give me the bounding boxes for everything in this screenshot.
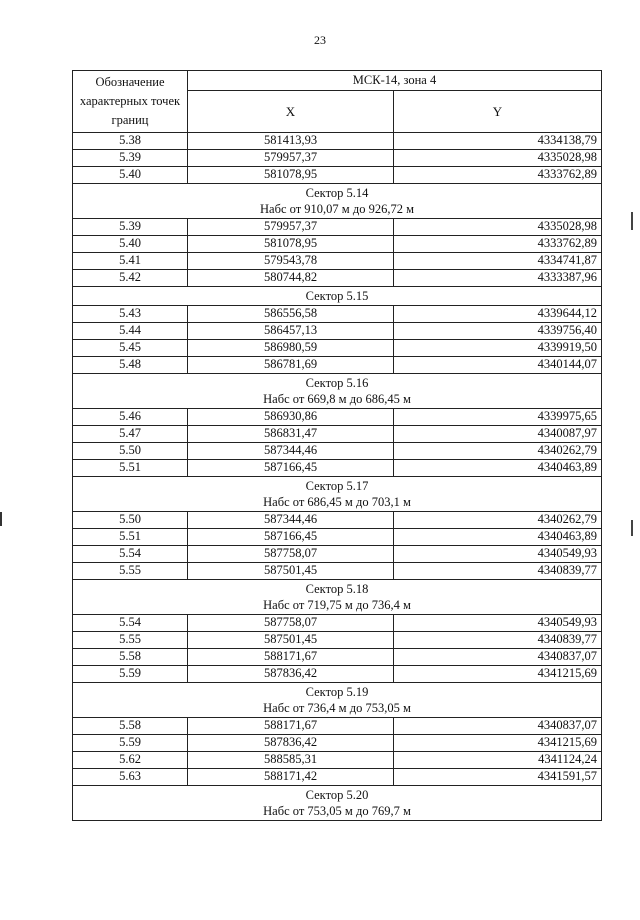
x-coordinate-cell: 587344,46 <box>188 443 394 460</box>
x-coordinate-cell: 587836,42 <box>188 735 394 752</box>
table-row <box>73 219 602 236</box>
sector-title: Сектор 5.14 <box>305 186 369 200</box>
y-coordinate-cell: 4340837,07 <box>394 649 602 666</box>
table-row <box>73 133 602 150</box>
point-id-cell: 5.39 <box>73 150 188 167</box>
point-id-cell: 5.40 <box>73 167 188 184</box>
sector-row <box>73 374 602 409</box>
point-id-cell: 5.51 <box>73 460 188 477</box>
sector-title: Сектор 5.19 <box>305 685 369 699</box>
y-coordinate-cell: 4340837,07 <box>394 718 602 735</box>
x-coordinate-cell: 588171,42 <box>188 769 394 786</box>
x-coordinate-cell: 587344,46 <box>188 512 394 529</box>
sector-cell <box>73 786 602 821</box>
scan-edge-mark <box>631 212 633 230</box>
sector-row <box>73 184 602 219</box>
sector-cell <box>73 683 602 718</box>
point-id-cell: 5.62 <box>73 752 188 769</box>
x-coordinate-cell: 586930,86 <box>188 409 394 426</box>
table-row <box>73 460 602 477</box>
x-coordinate-cell: 580744,82 <box>188 270 394 287</box>
scan-edge-mark <box>0 512 2 526</box>
x-coordinate-cell: 588171,67 <box>188 649 394 666</box>
y-coordinate-cell: 4340549,93 <box>394 615 602 632</box>
point-id-cell: 5.55 <box>73 563 188 580</box>
x-coordinate-cell: 588171,67 <box>188 718 394 735</box>
table-row <box>73 752 602 769</box>
sector-title: Сектор 5.18 <box>305 582 369 596</box>
sector-cell <box>73 580 602 615</box>
table-row <box>73 236 602 253</box>
sector-height-range: Набс от 753,05 м до 769,7 м <box>263 804 411 818</box>
table-row <box>73 443 602 460</box>
sector-height-range: Набс от 719,75 м до 736,4 м <box>263 598 411 612</box>
sector-title: Сектор 5.20 <box>305 788 369 802</box>
sector-title: Сектор 5.17 <box>305 479 369 493</box>
point-id-cell: 5.54 <box>73 546 188 563</box>
table-row <box>73 546 602 563</box>
y-coordinate-cell: 4340839,77 <box>394 563 602 580</box>
x-coordinate-cell: 579957,37 <box>188 150 394 167</box>
table-row <box>73 150 602 167</box>
table-row <box>73 323 602 340</box>
y-coordinate-cell: 4335028,98 <box>394 219 602 236</box>
x-coordinate-cell: 579543,78 <box>188 253 394 270</box>
x-coordinate-cell: 587501,45 <box>188 563 394 580</box>
table-row <box>73 718 602 735</box>
point-id-cell: 5.54 <box>73 615 188 632</box>
sector-cell <box>73 287 602 306</box>
sector-cell <box>73 184 602 219</box>
y-coordinate-cell: 4341124,24 <box>394 752 602 769</box>
y-coordinate-cell: 4339644,12 <box>394 306 602 323</box>
table-row <box>73 615 602 632</box>
y-coordinate-cell: 4340463,89 <box>394 460 602 477</box>
table-row <box>73 426 602 443</box>
x-coordinate-cell: 587166,45 <box>188 529 394 546</box>
y-coordinate-cell: 4333762,89 <box>394 167 602 184</box>
table-row <box>73 357 602 374</box>
sector-row <box>73 786 602 821</box>
y-coordinate-cell: 4339975,65 <box>394 409 602 426</box>
table-row <box>73 735 602 752</box>
point-id-cell: 5.51 <box>73 529 188 546</box>
sector-height-range: Набс от 686,45 м до 703,1 м <box>263 495 411 509</box>
point-id-cell: 5.55 <box>73 632 188 649</box>
x-coordinate-cell: 587758,07 <box>188 615 394 632</box>
point-id-cell: 5.39 <box>73 219 188 236</box>
y-coordinate-cell: 4340463,89 <box>394 529 602 546</box>
table-header <box>73 71 602 133</box>
x-column-header: X <box>188 91 394 133</box>
point-id-cell: 5.59 <box>73 735 188 752</box>
y-coordinate-cell: 4340549,93 <box>394 546 602 563</box>
sector-height-range: Набс от 736,4 м до 753,05 м <box>263 701 411 715</box>
y-coordinate-cell: 4341215,69 <box>394 735 602 752</box>
point-id-cell: 5.58 <box>73 718 188 735</box>
y-coordinate-cell: 4334741,87 <box>394 253 602 270</box>
scan-edge-mark <box>631 520 633 536</box>
x-coordinate-cell: 587758,07 <box>188 546 394 563</box>
x-coordinate-cell: 581078,95 <box>188 236 394 253</box>
point-id-cell: 5.46 <box>73 409 188 426</box>
table-body <box>73 133 602 821</box>
x-coordinate-cell: 586457,13 <box>188 323 394 340</box>
point-id-cell: 5.44 <box>73 323 188 340</box>
y-coordinate-cell: 4341215,69 <box>394 666 602 683</box>
y-coordinate-cell: 4333762,89 <box>394 236 602 253</box>
coordinate-system-header: МСК-14, зона 4 <box>188 71 602 91</box>
x-coordinate-cell: 581413,93 <box>188 133 394 150</box>
sector-height-range: Набс от 669,8 м до 686,45 м <box>263 392 411 406</box>
table-row <box>73 769 602 786</box>
point-id-cell: 5.45 <box>73 340 188 357</box>
table-row <box>73 512 602 529</box>
table-row <box>73 529 602 546</box>
sector-height-range: Набс от 910,07 м до 926,72 м <box>260 202 414 216</box>
point-id-cell: 5.59 <box>73 666 188 683</box>
point-id-cell: 5.42 <box>73 270 188 287</box>
x-coordinate-cell: 579957,37 <box>188 219 394 236</box>
x-coordinate-cell: 581078,95 <box>188 167 394 184</box>
point-id-cell: 5.43 <box>73 306 188 323</box>
point-id-cell: 5.50 <box>73 512 188 529</box>
sector-title: Сектор 5.16 <box>305 376 369 390</box>
table-row <box>73 270 602 287</box>
x-coordinate-cell: 586831,47 <box>188 426 394 443</box>
point-id-cell: 5.63 <box>73 769 188 786</box>
y-coordinate-cell: 4334138,79 <box>394 133 602 150</box>
table-row <box>73 632 602 649</box>
point-id-cell: 5.41 <box>73 253 188 270</box>
table-row <box>73 666 602 683</box>
x-coordinate-cell: 586556,58 <box>188 306 394 323</box>
table-row <box>73 253 602 270</box>
sector-title: Сектор 5.15 <box>305 289 369 303</box>
sector-row <box>73 477 602 512</box>
y-coordinate-cell: 4340839,77 <box>394 632 602 649</box>
table-row <box>73 563 602 580</box>
coordinates-table <box>72 70 602 821</box>
table-row <box>73 306 602 323</box>
x-coordinate-cell: 586781,69 <box>188 357 394 374</box>
table-row <box>73 649 602 666</box>
y-coordinate-cell: 4339919,50 <box>394 340 602 357</box>
y-coordinate-cell: 4339756,40 <box>394 323 602 340</box>
point-label-header: Обозначение характерных точек границ <box>73 71 188 133</box>
table-row <box>73 167 602 184</box>
point-id-cell: 5.40 <box>73 236 188 253</box>
y-coordinate-cell: 4340262,79 <box>394 512 602 529</box>
y-coordinate-cell: 4341591,57 <box>394 769 602 786</box>
y-coordinate-cell: 4340087,97 <box>394 426 602 443</box>
point-id-cell: 5.48 <box>73 357 188 374</box>
point-id-cell: 5.47 <box>73 426 188 443</box>
x-coordinate-cell: 587836,42 <box>188 666 394 683</box>
sector-row <box>73 287 602 306</box>
sector-row <box>73 580 602 615</box>
sector-row <box>73 683 602 718</box>
y-coordinate-cell: 4335028,98 <box>394 150 602 167</box>
y-coordinate-cell: 4340262,79 <box>394 443 602 460</box>
table-row <box>73 340 602 357</box>
sector-cell <box>73 374 602 409</box>
x-coordinate-cell: 587501,45 <box>188 632 394 649</box>
table-row <box>73 409 602 426</box>
x-coordinate-cell: 588585,31 <box>188 752 394 769</box>
y-coordinate-cell: 4333387,96 <box>394 270 602 287</box>
point-id-cell: 5.50 <box>73 443 188 460</box>
point-id-cell: 5.58 <box>73 649 188 666</box>
sector-cell <box>73 477 602 512</box>
point-id-cell: 5.38 <box>73 133 188 150</box>
x-coordinate-cell: 586980,59 <box>188 340 394 357</box>
y-column-header: Y <box>394 91 602 133</box>
page-number: 23 <box>314 33 326 47</box>
y-coordinate-cell: 4340144,07 <box>394 357 602 374</box>
x-coordinate-cell: 587166,45 <box>188 460 394 477</box>
